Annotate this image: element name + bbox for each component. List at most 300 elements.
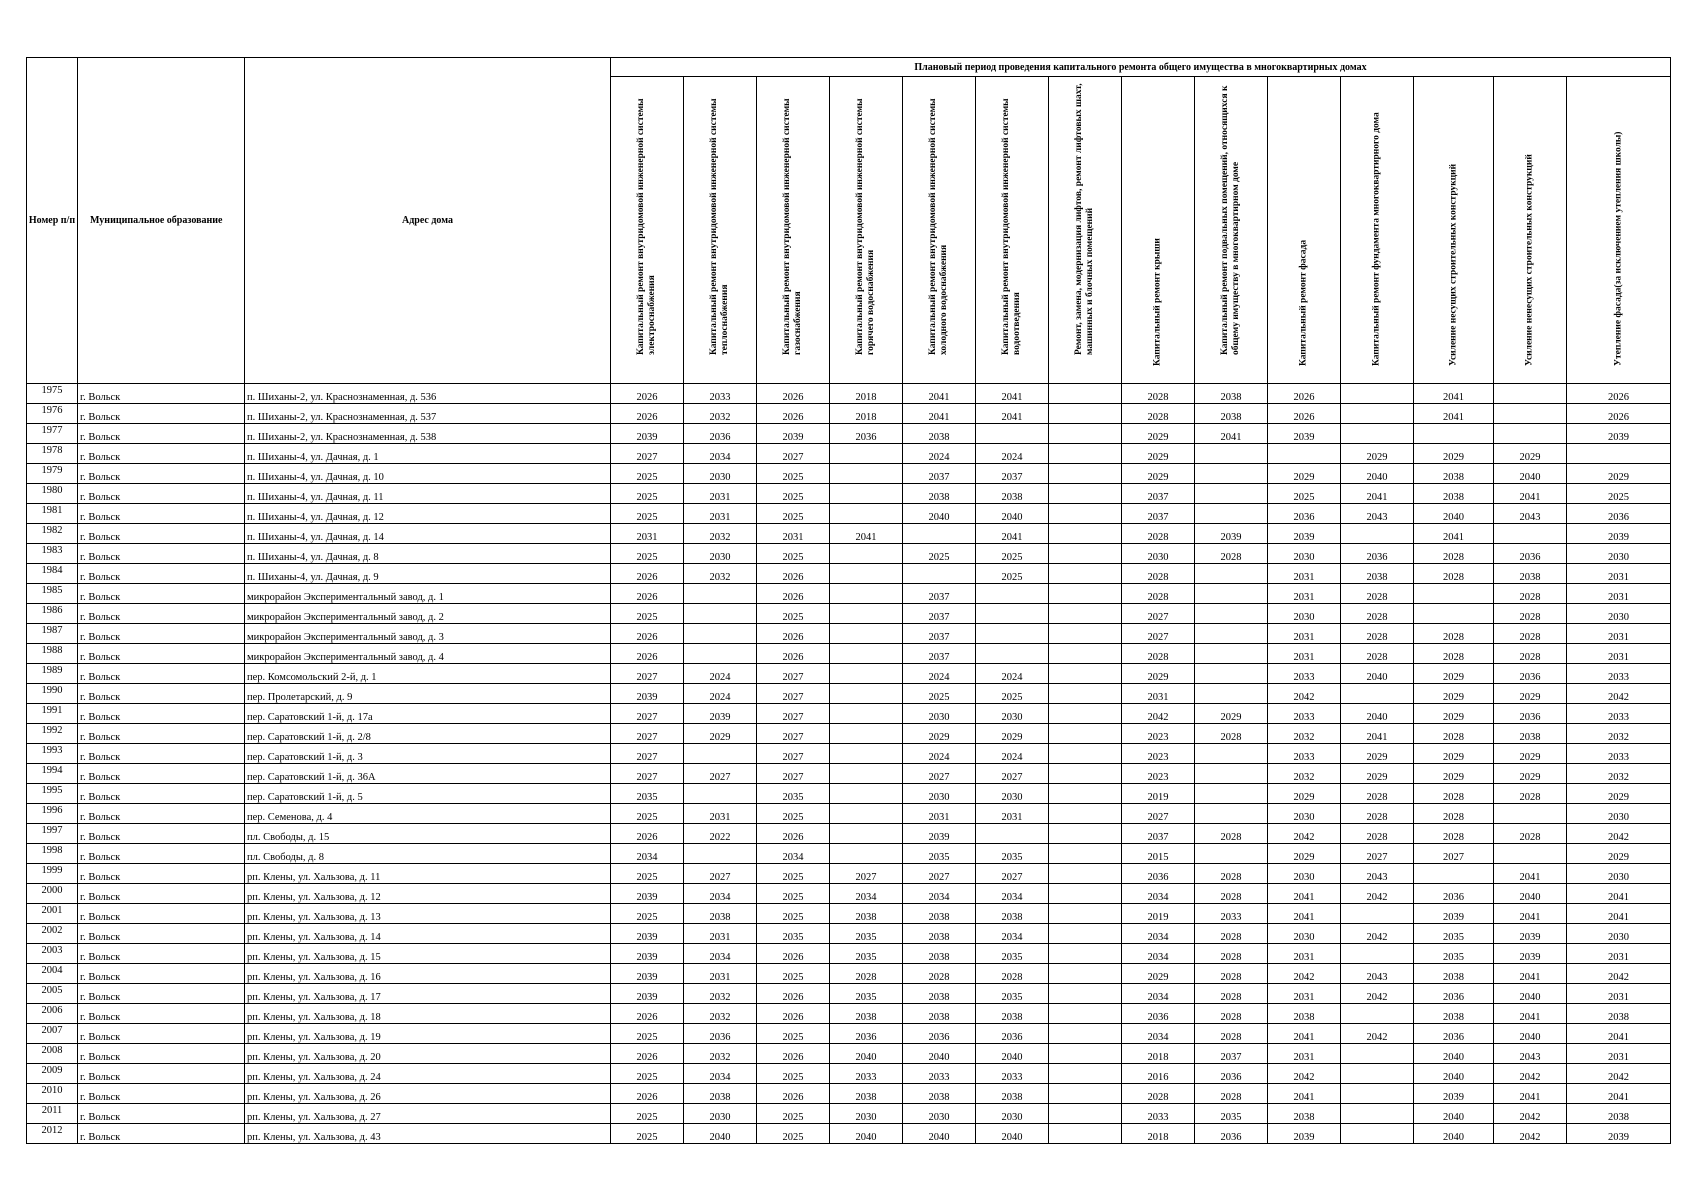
year-cell: 2035 (757, 924, 830, 944)
year-cell: 2031 (684, 804, 757, 824)
year-cell (1049, 1104, 1122, 1124)
row-number-cell: 2000 (27, 884, 78, 904)
year-cell: 2033 (684, 384, 757, 404)
year-cell: 2037 (903, 464, 976, 484)
year-cell: 2038 (1414, 464, 1494, 484)
table-row (27, 724, 1671, 744)
table-header (27, 58, 1671, 384)
year-cell: 2031 (1567, 644, 1671, 664)
year-cell: 2026 (757, 1044, 830, 1064)
table-row (27, 1044, 1671, 1064)
year-cell (1049, 984, 1122, 1004)
header-work-column-label: Капитальный ремонт внутридомовой инженерной системы теплоснабжения (709, 98, 730, 355)
year-cell: 2025 (757, 1024, 830, 1044)
year-cell: 2019 (1122, 904, 1195, 924)
header-work-column-label: Усиление несущих строительных конструкций (1448, 163, 1458, 366)
year-cell (976, 424, 1049, 444)
year-cell: 2036 (1414, 984, 1494, 1004)
year-cell: 2042 (1567, 964, 1671, 984)
year-cell: 2033 (1567, 744, 1671, 764)
address-cell: рп. Клены, ул. Хальзова, д. 11 (245, 864, 611, 884)
year-cell: 2026 (757, 984, 830, 1004)
year-cell (1341, 1124, 1414, 1144)
year-cell: 2031 (684, 484, 757, 504)
year-cell (1049, 844, 1122, 864)
year-cell (1341, 1044, 1414, 1064)
year-cell: 2041 (1494, 864, 1567, 884)
year-cell: 2038 (830, 904, 903, 924)
year-cell: 2027 (611, 664, 684, 684)
row-number-cell: 2001 (27, 904, 78, 924)
year-cell: 2041 (1268, 1084, 1341, 1104)
address-cell: п. Шиханы-2, ул. Краснознаменная, д. 536 (245, 384, 611, 404)
year-cell: 2041 (1414, 404, 1494, 424)
year-cell: 2032 (684, 524, 757, 544)
year-cell (1049, 924, 1122, 944)
header-number: Номер п/п (27, 58, 78, 384)
year-cell: 2022 (684, 824, 757, 844)
address-cell: микрорайон Экспериментальный завод, д. 2 (245, 604, 611, 624)
table-row (27, 964, 1671, 984)
year-cell: 2029 (684, 724, 757, 744)
year-cell (1414, 424, 1494, 444)
year-cell: 2036 (684, 1024, 757, 1044)
year-cell: 2029 (1122, 444, 1195, 464)
header-work-column (611, 77, 684, 384)
year-cell: 2039 (1268, 1124, 1341, 1144)
year-cell: 2026 (1268, 384, 1341, 404)
year-cell: 2025 (757, 484, 830, 504)
year-cell: 2029 (1122, 664, 1195, 684)
year-cell: 2031 (684, 504, 757, 524)
year-cell: 2040 (1414, 1064, 1494, 1084)
year-cell (1049, 544, 1122, 564)
year-cell: 2030 (1567, 924, 1671, 944)
year-cell: 2029 (1122, 964, 1195, 984)
year-cell: 2028 (1122, 384, 1195, 404)
table-row (27, 944, 1671, 964)
year-cell: 2041 (1195, 424, 1268, 444)
year-cell: 2041 (976, 524, 1049, 544)
year-cell: 2036 (1494, 704, 1567, 724)
year-cell: 2029 (1268, 784, 1341, 804)
year-cell (830, 684, 903, 704)
address-cell: п. Шиханы-2, ул. Краснознаменная, д. 537 (245, 404, 611, 424)
year-cell (1195, 784, 1268, 804)
row-number-cell: 1980 (27, 484, 78, 504)
year-cell: 2039 (1567, 524, 1671, 544)
address-cell: п. Шиханы-4, ул. Дачная, д. 12 (245, 504, 611, 524)
year-cell: 2025 (757, 504, 830, 524)
address-cell: пл. Свободы, д. 15 (245, 824, 611, 844)
year-cell: 2026 (757, 564, 830, 584)
year-cell (1049, 644, 1122, 664)
year-cell: 2023 (1122, 744, 1195, 764)
municipality-cell: г. Вольск (78, 444, 245, 464)
header-period-title: Плановый период проведения капитального ремонта общего имущества в многоквартирных домах (611, 58, 1671, 77)
year-cell: 2034 (684, 944, 757, 964)
year-cell: 2039 (611, 684, 684, 704)
year-cell: 2028 (1122, 644, 1195, 664)
row-number-cell: 2004 (27, 964, 78, 984)
address-cell: пер. Саратовский 1-й, д. 2/8 (245, 724, 611, 744)
year-cell: 2042 (1494, 1064, 1567, 1084)
year-cell (1341, 1104, 1414, 1124)
year-cell: 2037 (976, 464, 1049, 484)
year-cell: 2033 (976, 1064, 1049, 1084)
year-cell: 2026 (757, 584, 830, 604)
year-cell: 2028 (1341, 584, 1414, 604)
year-cell: 2035 (976, 944, 1049, 964)
year-cell: 2027 (1122, 604, 1195, 624)
year-cell: 2038 (1268, 1104, 1341, 1124)
year-cell: 2025 (757, 1104, 830, 1124)
year-cell: 2035 (757, 784, 830, 804)
municipality-cell: г. Вольск (78, 944, 245, 964)
year-cell (1341, 424, 1414, 444)
year-cell (1049, 504, 1122, 524)
year-cell: 2018 (1122, 1124, 1195, 1144)
year-cell: 2028 (1341, 784, 1414, 804)
year-cell: 2028 (1341, 644, 1414, 664)
row-number-cell: 1983 (27, 544, 78, 564)
year-cell: 2024 (976, 664, 1049, 684)
year-cell: 2026 (611, 584, 684, 604)
year-cell: 2030 (903, 704, 976, 724)
year-cell: 2029 (1414, 764, 1494, 784)
year-cell: 2036 (976, 1024, 1049, 1044)
year-cell: 2030 (1268, 804, 1341, 824)
year-cell: 2023 (1122, 724, 1195, 744)
year-cell: 2024 (976, 444, 1049, 464)
year-cell: 2039 (611, 984, 684, 1004)
year-cell: 2035 (976, 984, 1049, 1004)
year-cell: 2030 (684, 464, 757, 484)
year-cell: 2027 (757, 664, 830, 684)
year-cell: 2027 (903, 764, 976, 784)
year-cell: 2038 (976, 1084, 1049, 1104)
header-work-column-label: Капитальный ремонт внутридомовой инженерной системы газоснабжения (782, 98, 803, 355)
year-cell (1049, 1084, 1122, 1104)
header-work-column (684, 77, 757, 384)
year-cell (1049, 404, 1122, 424)
year-cell: 2032 (1567, 724, 1671, 744)
municipality-cell: г. Вольск (78, 1044, 245, 1064)
year-cell: 2025 (903, 684, 976, 704)
year-cell: 2039 (611, 924, 684, 944)
year-cell: 2029 (1195, 704, 1268, 724)
year-cell: 2029 (976, 724, 1049, 744)
year-cell: 2037 (1195, 1044, 1268, 1064)
year-cell (1195, 844, 1268, 864)
year-cell (830, 484, 903, 504)
year-cell: 2041 (903, 384, 976, 404)
year-cell (1195, 684, 1268, 704)
year-cell (1049, 484, 1122, 504)
year-cell: 2036 (1414, 884, 1494, 904)
year-cell: 2036 (1414, 1024, 1494, 1044)
year-cell: 2027 (1414, 844, 1494, 864)
year-cell: 2040 (1414, 1044, 1494, 1064)
table-row (27, 864, 1671, 884)
year-cell: 2028 (903, 964, 976, 984)
year-cell: 2038 (903, 984, 976, 1004)
year-cell (1049, 1124, 1122, 1144)
year-cell: 2042 (1567, 684, 1671, 704)
address-cell: п. Шиханы-4, ул. Дачная, д. 11 (245, 484, 611, 504)
year-cell: 2028 (1494, 644, 1567, 664)
table-row (27, 744, 1671, 764)
year-cell: 2033 (1567, 704, 1671, 724)
year-cell: 2027 (976, 764, 1049, 784)
year-cell: 2025 (611, 604, 684, 624)
year-cell: 2018 (830, 404, 903, 424)
year-cell (1049, 564, 1122, 584)
year-cell (684, 644, 757, 664)
address-cell: пл. Свободы, д. 8 (245, 844, 611, 864)
municipality-cell: г. Вольск (78, 404, 245, 424)
year-cell: 2031 (1567, 984, 1671, 1004)
year-cell: 2023 (1122, 764, 1195, 784)
row-number-cell: 1988 (27, 644, 78, 664)
year-cell: 2028 (1341, 624, 1414, 644)
year-cell (1341, 944, 1414, 964)
year-cell: 2033 (1122, 1104, 1195, 1124)
year-cell: 2027 (757, 764, 830, 784)
row-number-cell: 1993 (27, 744, 78, 764)
year-cell: 2038 (1494, 724, 1567, 744)
year-cell (1049, 424, 1122, 444)
year-cell (1049, 384, 1122, 404)
year-cell (1414, 604, 1494, 624)
year-cell: 2042 (1341, 884, 1414, 904)
year-cell: 2024 (903, 664, 976, 684)
year-cell: 2030 (830, 1104, 903, 1124)
table-row (27, 924, 1671, 944)
table-row (27, 844, 1671, 864)
address-cell: пер. Саратовский 1-й, д. 5 (245, 784, 611, 804)
row-number-cell: 1977 (27, 424, 78, 444)
address-cell: пер. Комсомольский 2-й, д. 1 (245, 664, 611, 684)
municipality-cell: г. Вольск (78, 384, 245, 404)
row-number-cell: 1998 (27, 844, 78, 864)
year-cell: 2028 (1195, 984, 1268, 1004)
year-cell: 2036 (1494, 664, 1567, 684)
year-cell: 2029 (1414, 744, 1494, 764)
table-row (27, 1104, 1671, 1124)
year-cell: 2038 (1414, 964, 1494, 984)
year-cell: 2036 (1341, 544, 1414, 564)
year-cell: 2025 (903, 544, 976, 564)
year-cell (1195, 584, 1268, 604)
year-cell: 2031 (976, 804, 1049, 824)
year-cell: 2018 (1122, 1044, 1195, 1064)
year-cell: 2036 (830, 424, 903, 444)
header-work-column (1122, 77, 1195, 384)
year-cell (1494, 804, 1567, 824)
year-cell: 2031 (1567, 1044, 1671, 1064)
year-cell: 2040 (903, 504, 976, 524)
year-cell: 2026 (611, 1084, 684, 1104)
table-row (27, 484, 1671, 504)
year-cell (830, 444, 903, 464)
row-number-cell: 1975 (27, 384, 78, 404)
year-cell (1049, 464, 1122, 484)
year-cell: 2030 (1268, 604, 1341, 624)
year-cell (1494, 524, 1567, 544)
year-cell: 2040 (1341, 704, 1414, 724)
year-cell: 2043 (1341, 964, 1414, 984)
year-cell (830, 664, 903, 684)
year-cell: 2033 (1195, 904, 1268, 924)
year-cell (1049, 524, 1122, 544)
year-cell: 2027 (611, 724, 684, 744)
address-cell: п. Шиханы-4, ул. Дачная, д. 10 (245, 464, 611, 484)
year-cell (1049, 804, 1122, 824)
table-row (27, 564, 1671, 584)
year-cell: 2028 (1195, 1004, 1268, 1024)
table-row (27, 684, 1671, 704)
municipality-cell: г. Вольск (78, 784, 245, 804)
year-cell: 2043 (1494, 1044, 1567, 1064)
year-cell: 2039 (611, 964, 684, 984)
year-cell: 2027 (757, 684, 830, 704)
year-cell: 2025 (976, 544, 1049, 564)
address-cell: рп. Клены, ул. Хальзова, д. 26 (245, 1084, 611, 1104)
year-cell: 2027 (611, 764, 684, 784)
year-cell: 2028 (1414, 624, 1494, 644)
year-cell: 2025 (1268, 484, 1341, 504)
year-cell (684, 624, 757, 644)
year-cell: 2031 (684, 924, 757, 944)
year-cell: 2026 (611, 1004, 684, 1024)
year-cell: 2025 (976, 684, 1049, 704)
year-cell (1049, 604, 1122, 624)
year-cell: 2042 (1341, 924, 1414, 944)
year-cell: 2036 (1122, 1004, 1195, 1024)
year-cell: 2041 (1567, 904, 1671, 924)
year-cell: 2036 (1494, 544, 1567, 564)
year-cell: 2040 (1494, 984, 1567, 1004)
year-cell (1049, 1004, 1122, 1024)
year-cell: 2039 (1494, 924, 1567, 944)
year-cell: 2027 (1122, 624, 1195, 644)
table-row (27, 544, 1671, 564)
year-cell: 2034 (830, 884, 903, 904)
row-number-cell: 1982 (27, 524, 78, 544)
table-row (27, 384, 1671, 404)
table-row (27, 464, 1671, 484)
year-cell: 2029 (1414, 664, 1494, 684)
year-cell: 2028 (1122, 584, 1195, 604)
year-cell (1049, 704, 1122, 724)
year-cell: 2026 (757, 624, 830, 644)
year-cell: 2038 (903, 424, 976, 444)
year-cell (1494, 384, 1567, 404)
year-cell: 2030 (1268, 544, 1341, 564)
year-cell: 2028 (830, 964, 903, 984)
year-cell (1049, 964, 1122, 984)
municipality-cell: г. Вольск (78, 664, 245, 684)
year-cell (1195, 464, 1268, 484)
municipality-cell: г. Вольск (78, 984, 245, 1004)
year-cell: 2025 (611, 544, 684, 564)
table-row (27, 1124, 1671, 1144)
year-cell: 2030 (903, 784, 976, 804)
municipality-cell: г. Вольск (78, 504, 245, 524)
year-cell: 2028 (1122, 404, 1195, 424)
year-cell: 2025 (757, 904, 830, 924)
year-cell: 2025 (757, 884, 830, 904)
year-cell: 2040 (1414, 504, 1494, 524)
year-cell: 2033 (830, 1064, 903, 1084)
year-cell: 2019 (1122, 784, 1195, 804)
year-cell: 2037 (1122, 504, 1195, 524)
year-cell: 2034 (684, 884, 757, 904)
year-cell: 2035 (611, 784, 684, 804)
year-cell: 2041 (1414, 524, 1494, 544)
year-cell: 2034 (1122, 944, 1195, 964)
year-cell (830, 464, 903, 484)
row-number-cell: 2011 (27, 1104, 78, 1124)
year-cell: 2026 (757, 384, 830, 404)
year-cell: 2025 (757, 544, 830, 564)
municipality-cell: г. Вольск (78, 1084, 245, 1104)
year-cell: 2040 (1341, 664, 1414, 684)
year-cell: 2015 (1122, 844, 1195, 864)
address-cell: микрорайон Экспериментальный завод, д. 1 (245, 584, 611, 604)
year-cell: 2042 (1268, 684, 1341, 704)
municipality-cell: г. Вольск (78, 744, 245, 764)
year-cell: 2030 (976, 784, 1049, 804)
year-cell (1341, 404, 1414, 424)
header-work-column (976, 77, 1049, 384)
year-cell: 2040 (684, 1124, 757, 1144)
header-work-column (757, 77, 830, 384)
row-number-cell: 1997 (27, 824, 78, 844)
year-cell: 2040 (903, 1044, 976, 1064)
address-cell: рп. Клены, ул. Хальзова, д. 20 (245, 1044, 611, 1064)
year-cell: 2028 (1195, 1024, 1268, 1044)
year-cell: 2028 (1341, 804, 1414, 824)
year-cell (830, 744, 903, 764)
year-cell: 2039 (611, 424, 684, 444)
row-number-cell: 1987 (27, 624, 78, 644)
year-cell: 2037 (1122, 824, 1195, 844)
year-cell: 2027 (757, 744, 830, 764)
year-cell: 2041 (976, 404, 1049, 424)
year-cell: 2029 (1414, 704, 1494, 724)
year-cell: 2040 (1494, 1024, 1567, 1044)
year-cell: 2038 (1567, 1004, 1671, 1024)
year-cell: 2029 (1567, 464, 1671, 484)
year-cell: 2039 (611, 884, 684, 904)
year-cell: 2036 (903, 1024, 976, 1044)
header-work-column (1414, 77, 1494, 384)
year-cell: 2027 (684, 864, 757, 884)
year-cell (1195, 744, 1268, 764)
year-cell: 2025 (757, 604, 830, 624)
year-cell (1049, 724, 1122, 744)
year-cell: 2031 (1567, 944, 1671, 964)
year-cell: 2025 (611, 504, 684, 524)
year-cell: 2026 (757, 644, 830, 664)
year-cell (1049, 784, 1122, 804)
year-cell: 2031 (1122, 684, 1195, 704)
year-cell (1341, 1084, 1414, 1104)
year-cell (830, 504, 903, 524)
year-cell: 2032 (684, 404, 757, 424)
